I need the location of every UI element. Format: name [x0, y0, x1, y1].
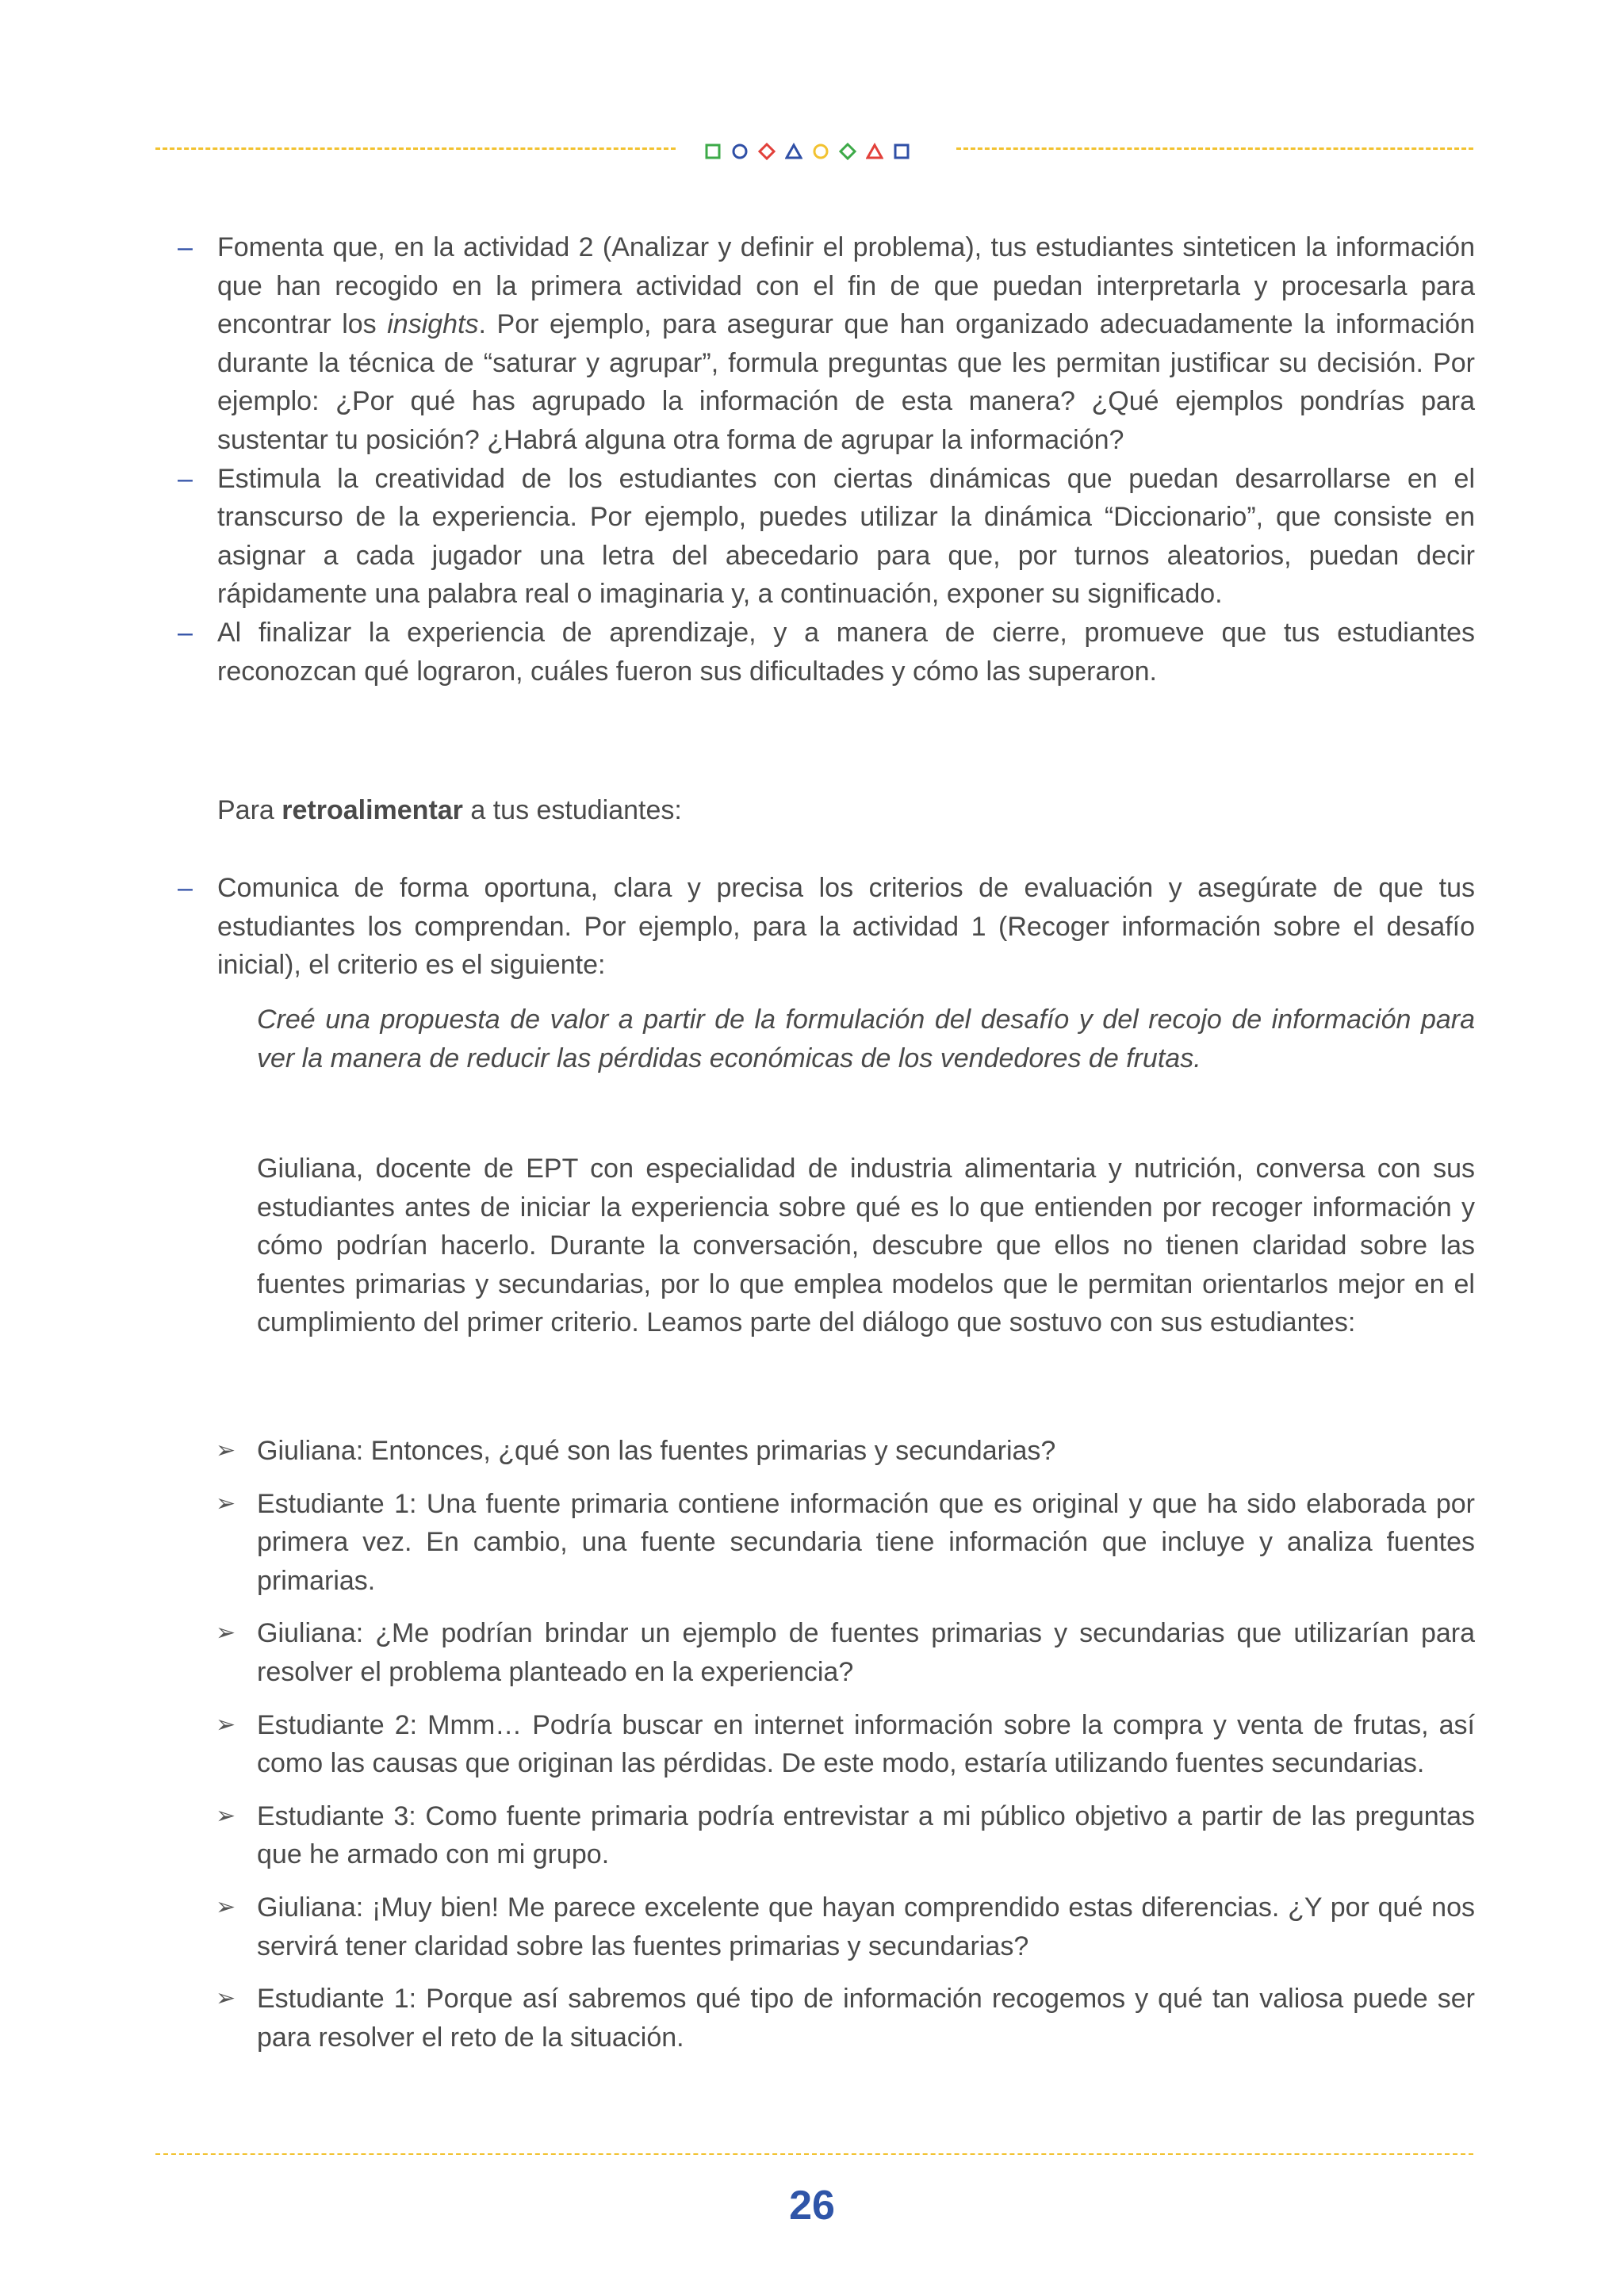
arrow-bullet-icon: ➢	[216, 1802, 236, 1829]
list-item-text: Comunica de forma oportuna, clara y precisa los criterios de evaluación y asegúrate de que tus estudiantes los comprendan. Por ejemplo, para la actividad 1 (Recoger información sobre el desafío inicial), el criterio es el siguiente:	[217, 873, 1475, 981]
diamond-icon	[839, 143, 856, 160]
bold-keyword: retroalimentar	[282, 795, 463, 825]
dialogue-item: ➢ Giuliana: ¡Muy bien! Me parece excelente que hayan comprendido estas diferencias. ¿Y por qué nos servirá tener claridad sobre las fuentes primarias y secundarias?	[257, 1888, 1475, 1965]
square-icon	[704, 143, 722, 160]
feedback-intro: Para retroalimentar a tus estudiantes:	[217, 795, 682, 825]
arrow-bullet-icon: ➢	[216, 1620, 236, 1647]
page-number: 26	[789, 2183, 835, 2229]
dialogue-item: ➢ Estudiante 2: Mmm… Podría buscar en internet información sobre la compra y venta de frutas, así como las causas que originan las pérdidas. De este modo, estaría utilizando fuentes secundarias.	[257, 1706, 1475, 1783]
tips-list	[178, 228, 1475, 691]
diamond-icon	[758, 143, 776, 160]
list-item	[178, 869, 1475, 985]
arrow-bullet-icon: ➢	[216, 1437, 236, 1464]
square-icon	[893, 143, 910, 160]
dialogue-item: ➢ Giuliana: ¿Me podrían brindar un ejemplo de fuentes primarias y secundarias que utilizarían para resolver el problema planteado en la experiencia?	[257, 1614, 1475, 1691]
dash-bullet-icon: –	[178, 873, 193, 903]
dash-bullet-icon: –	[178, 463, 193, 494]
list-item-text: Al finalizar la experiencia de aprendizaje, y a manera de cierre, promueve que tus estudiantes reconozcan qué lograron, cuáles fueron sus dificultades y cómo las superaron.	[217, 617, 1475, 687]
list-item-text-continued: . Por ejemplo, para asegurar que han organizado adecuadamente la información durante la técnica de “saturar y agrupar”, formula preguntas que les permitan justificar su decisión. Por ejemplo: ¿Por qué has agrupado la información de esta manera? ¿Qué ejemplos pondrías para sustentar tu posición? ¿Habrá alguna otra forma de agrupar la información?	[217, 309, 1475, 455]
list-item-text: Fomenta que, en la actividad 2 (Analizar y definir el problema), tus estudiantes sinteticen la información que han recogido en la primera actividad con el fin de que puedan interpretarla y procesarla para encontrar los	[217, 232, 1475, 340]
feedback-list	[178, 869, 1475, 985]
narrative-paragraph: Giuliana, docente de EPT con especialidad de industria alimentaria y nutrición, conversa con sus estudiantes antes de iniciar la experiencia sobre qué es lo que entienden por recoger información y cómo podrían hacerlo. Durante la conversación, descubre que ellos no tienen claridad sobre las fuentes primarias y secundarias, por lo que emplea modelos que le permitan orientarlos mejor en el cumplimiento del primer criterio. Leamos parte del diálogo que sostuvo con sus estudiantes:	[257, 1154, 1475, 1338]
dialogue-item: ➢ Estudiante 1: Porque así sabremos qué tipo de información recogemos y qué tan valiosa puede ser para resolver el reto de la situación.	[257, 1980, 1475, 2057]
dash-bullet-icon: –	[178, 617, 193, 648]
circle-icon	[731, 143, 749, 160]
dialogue-item: ➢ Estudiante 3: Como fuente primaria podría entrevistar a mi público objetivo a partir de las preguntas que he armado con mi grupo.	[257, 1797, 1475, 1874]
dash-bullet-icon: –	[178, 232, 193, 262]
circle-icon	[812, 143, 829, 160]
dialogue-item: ➢ Giuliana: Entonces, ¿qué son las fuentes primarias y secundarias?	[257, 1432, 1475, 1471]
list-item	[178, 460, 1475, 614]
dialogue-list	[216, 1432, 1475, 2057]
arrow-bullet-icon: ➢	[216, 1711, 236, 1738]
triangle-icon	[785, 143, 802, 160]
triangle-icon	[866, 143, 883, 160]
dialogue-item: ➢ Estudiante 1: Una fuente primaria contiene información que es original y que ha sido elaborada por primera vez. En cambio, una fuente secundaria tiene información que incluye y analiza fuentes primarias.	[257, 1485, 1475, 1601]
arrow-bullet-icon: ➢	[216, 1490, 236, 1517]
criterion-quote: Creé una propuesta de valor a partir de la formulación del desafío y del recojo de información para ver la manera de reducir las pérdidas económicas de los vendedores de frutas.	[257, 1004, 1475, 1073]
header-dashed-line-left	[155, 147, 676, 150]
list-item-text: Estimula la creatividad de los estudiantes con ciertas dinámicas que puedan desarrollarse en el transcurso de la experiencia. Por ejemplo, puedes utilizar la dinámica “Diccionario”, que consiste en asignar a cada jugador una letra del abecedario para que, por turnos aleatorios, puedan decir rápidamente una palabra real o imaginaria y, a continuación, exponer su significado.	[217, 463, 1475, 610]
arrow-bullet-icon: ➢	[216, 1893, 236, 1920]
arrow-bullet-icon: ➢	[216, 1985, 236, 2012]
list-item	[178, 228, 1475, 460]
header-dashed-line-right	[956, 147, 1473, 150]
emphasis-text: insights	[387, 309, 479, 340]
footer-dashed-line	[155, 2153, 1473, 2155]
header-decorative-icons	[704, 143, 939, 160]
list-item	[178, 614, 1475, 691]
